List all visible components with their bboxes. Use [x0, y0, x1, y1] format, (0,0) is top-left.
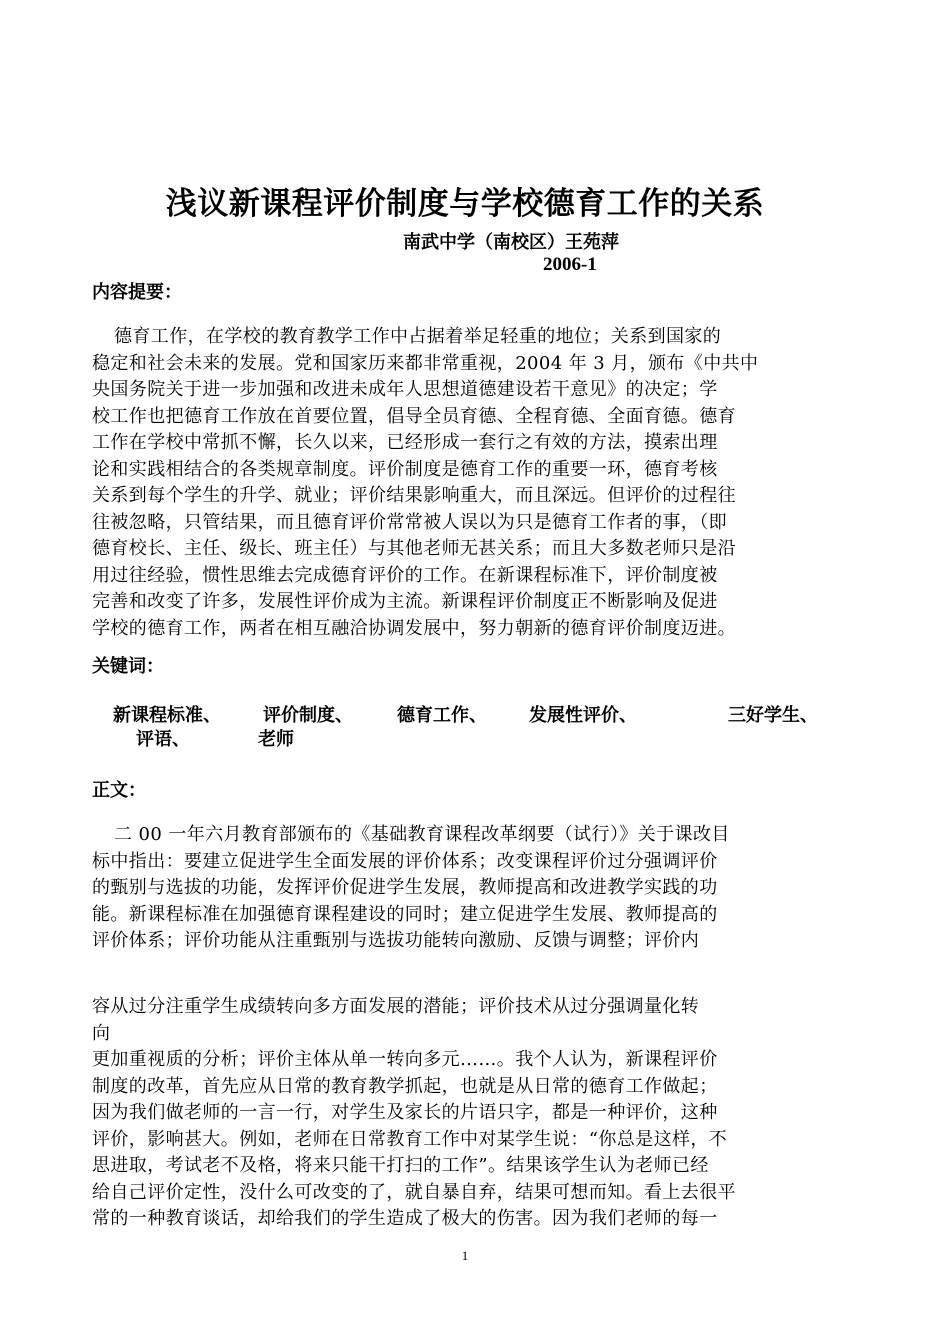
- body-line: 能。新课程标准在加强德育课程建设的同时；建立促进学生发展、教师提高的: [92, 903, 718, 925]
- keyword-item: 新课程标准、: [113, 705, 221, 726]
- abstract-line: 完善和改变了许多，发展性评价成为主流。新课程评价制度正不断影响及促进: [92, 591, 718, 612]
- abstract-heading: 内容提要：: [92, 282, 182, 303]
- abstract-line: 关系到每个学生的升学、就业；评价结果影响重大，而且深远。但评价的过程往: [92, 485, 736, 506]
- keywords-heading: 关键词：: [92, 656, 164, 677]
- body-line: 给自己评价定性，没什么可改变的了，就自暴自弃，结果可想而知。看上去很平: [92, 1181, 736, 1203]
- author-line: 南武中学（南校区）王苑萍: [403, 232, 619, 253]
- keyword-item: 发展性评价、: [529, 705, 637, 726]
- body-line: 常的一种教育谈话，却给我们的学生造成了极大的伤害。因为我们老师的每一: [92, 1208, 718, 1229]
- body-line: 评价体系；评价功能从注重甄别与选拔功能转向激励、反馈与调整；评价内: [92, 930, 700, 951]
- abstract-line: 央国务院关于进一步加强和改进未成年人思想道德建设若干意见》的决定；学: [92, 379, 718, 400]
- abstract-line: 稳定和社会未来的发展。党和国家历来都非常重视，2004 年 3 月，颁布《中共中: [92, 352, 759, 374]
- abstract-line: 往被忽略，只管结果，而且德育评价常常被人误以为只是德育工作者的事，（即: [92, 511, 727, 533]
- body-line: 的甄别与选拔的功能，发挥评价促进学生发展，教师提高和改进教学实践的功: [92, 877, 718, 898]
- abstract-line: 工作在学校中常抓不懈，长久以来，已经形成一套行之有效的方法，摸索出理: [92, 432, 718, 453]
- keyword-item: 评价制度、: [263, 705, 353, 726]
- abstract-line: 德育校长、主任、级长、班主任）与其他老师无甚关系；而且大多数老师只是沿: [92, 538, 736, 559]
- keyword-item: 德育工作、: [397, 705, 487, 726]
- body-line: 标中指出：要建立促进学生全面发展的评价体系；改变课程评价过分强调评价: [92, 850, 718, 872]
- body-line: 容从过分注重学生成绩转向多方面发展的潜能；评价技术从过分强调量化转: [92, 996, 700, 1017]
- page-number: 1: [461, 1248, 469, 1263]
- body-line: 更加重视质的分析；评价主体从单一转向多元……。我个人认为，新课程评价: [92, 1049, 718, 1070]
- body-line: 二 00 一年六月教育部颁布的《基础教育课程改革纲要（试行）》关于课改目: [114, 824, 730, 845]
- abstract-line: 用过往经验，惯性思维去完成德育评价的工作。在新课程标准下，评价制度被: [92, 564, 718, 586]
- body-line: 评价，影响甚大。例如，老师在日常教育工作中对某学生说：“你总是这样，不: [92, 1128, 728, 1150]
- body-line: 制度的改革，首先应从日常的教育教学抓起，也就是从日常的德育工作做起；: [92, 1075, 718, 1097]
- keyword-item: 老师: [258, 729, 294, 750]
- document-title: 浅议新课程评价制度与学校德育工作的关系: [165, 186, 765, 222]
- body-line: 向: [92, 1022, 111, 1044]
- abstract-paragraph: [92, 324, 852, 642]
- abstract-line: 学校的德育工作，两者在相互融洽协调发展中，努力朝新的德育评价制度迈进。: [92, 617, 736, 639]
- abstract-line: 德育工作，在学校的教育教学工作中占据着举足轻重的地位；关系到国家的: [114, 326, 722, 347]
- body-paragraph: [92, 822, 852, 955]
- body-line: 思进取，考试老不及格，将来只能干打扫的工作”。结果该学生认为老师已经: [92, 1155, 709, 1176]
- body-heading: 正文：: [92, 780, 146, 801]
- date-line: 2006-1: [543, 254, 597, 275]
- abstract-line: 论和实践相结合的各类规章制度。评价制度是德育工作的重要一环，德育考核: [92, 458, 718, 480]
- abstract-line: 校工作也把德育工作放在首要位置，倡导全员育德、全程育德、全面育德。德育: [92, 405, 736, 427]
- body-line: 因为我们做老师的一言一行，对学生及家长的片语只字，都是一种评价，这种: [92, 1102, 718, 1123]
- body-paragraph: [92, 994, 852, 1233]
- keyword-item: 评语、: [136, 729, 190, 750]
- keyword-item: 三好学生、: [728, 705, 818, 726]
